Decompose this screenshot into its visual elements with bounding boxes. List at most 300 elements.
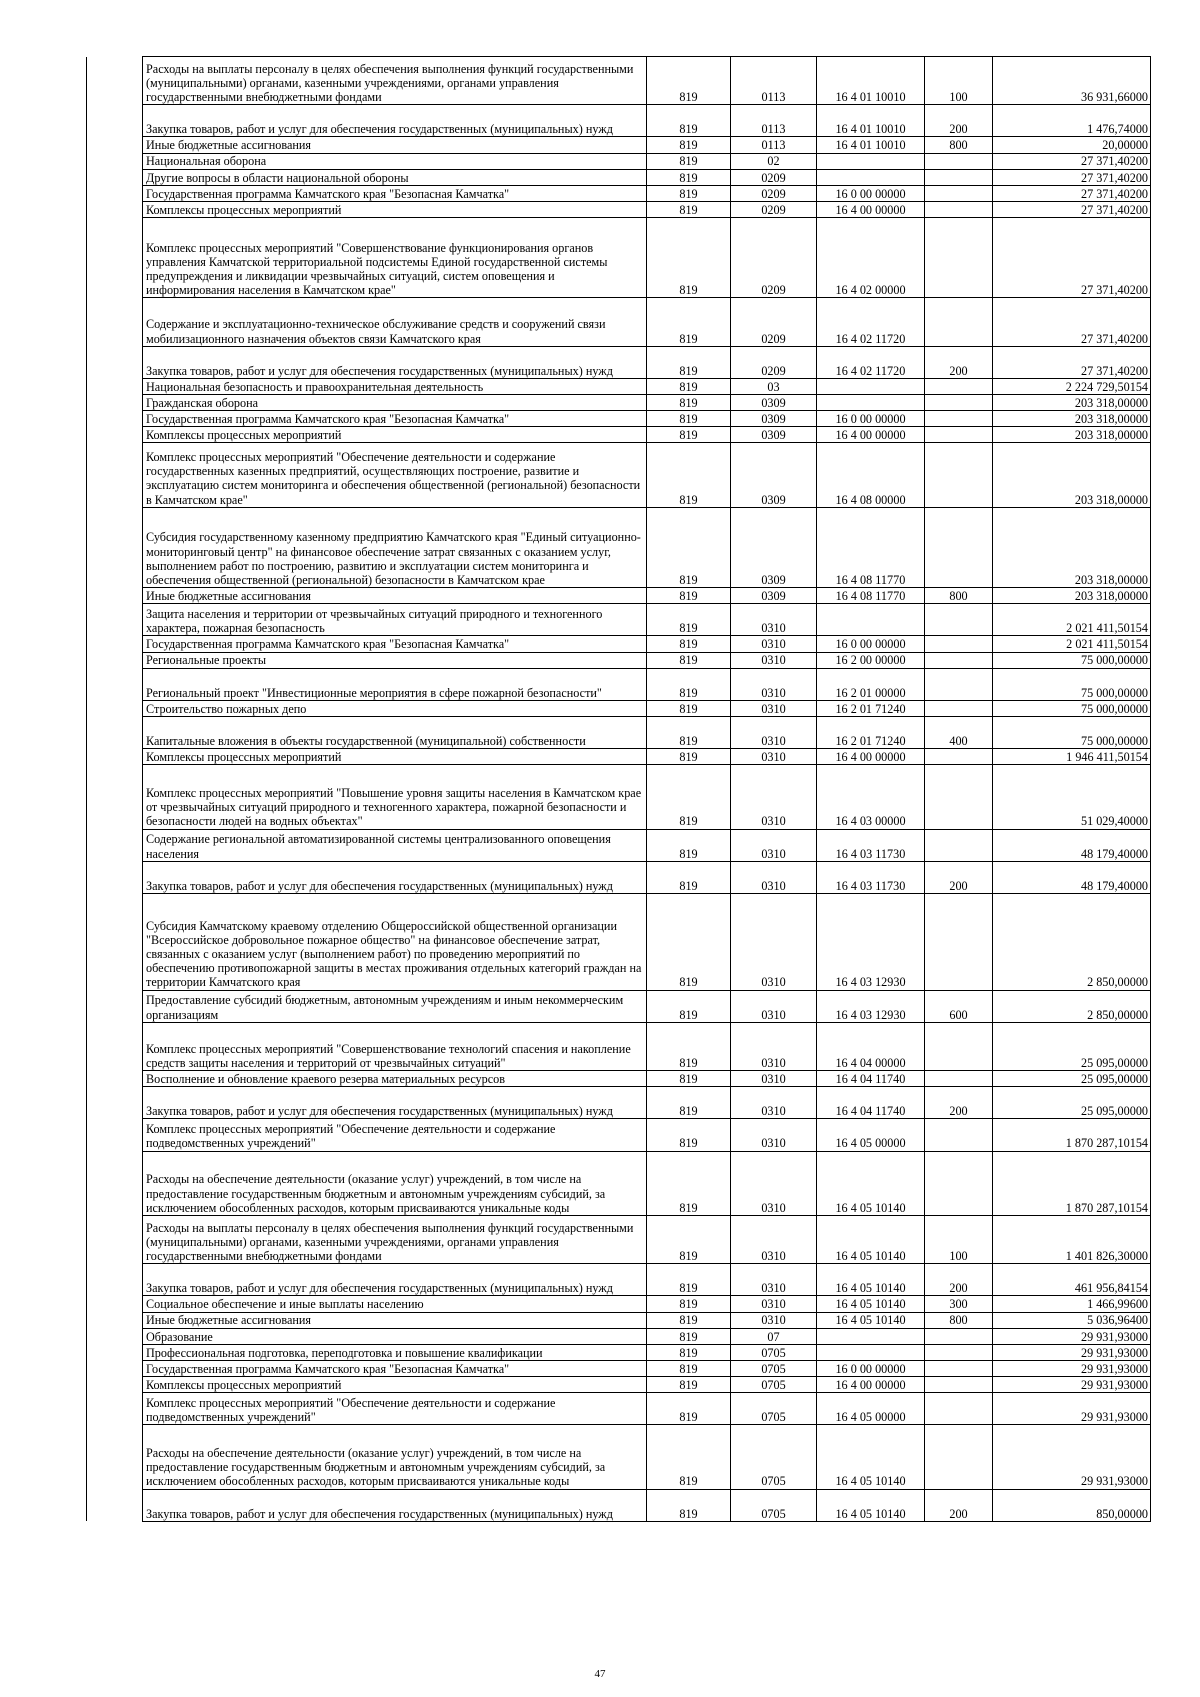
expense-name-cell: Комплекс процессных мероприятий "Совершенствование функционирования органов управления Камчатской территориальной подсистемы Единой государственной системы предупреждения и ликвидации чрезвычайных ситуаций, систем оповещения и информирования населения в Камчатском крае" (143, 217, 647, 298)
amount-cell: 2 021 411,50154 (993, 636, 1151, 652)
section-code-cell: 0309 (731, 588, 817, 604)
amount-cell: 5 036,96400 (993, 1312, 1151, 1328)
target-article-cell (817, 153, 925, 169)
expense-name-cell: Предоставление субсидий бюджетным, автономным учреждениям и иным некоммерческим организациям (143, 990, 647, 1022)
target-article-cell: 16 4 02 11720 (817, 346, 925, 378)
expense-name-cell: Расходы на обеспечение деятельности (оказание услуг) учреждений, в том числе на предоставление государственным бюджетным и автономным учреждениям субсидий, за исключением обособленных расходов, которым присваиваются уникальные коды (143, 1151, 647, 1215)
section-code-cell: 0309 (731, 427, 817, 443)
table-row (87, 636, 1151, 652)
section-code-cell: 0209 (731, 217, 817, 298)
target-article-cell: 16 4 02 11720 (817, 298, 925, 346)
amount-cell: 75 000,00000 (993, 652, 1151, 668)
table-row (87, 298, 1151, 346)
expense-type-cell: 200 (925, 1264, 993, 1296)
row-blank-cell (87, 57, 143, 105)
target-article-cell: 16 4 00 00000 (817, 749, 925, 765)
section-code-cell: 0310 (731, 829, 817, 861)
section-code-cell: 0310 (731, 716, 817, 748)
target-article-cell: 16 4 01 10010 (817, 57, 925, 105)
section-code-cell: 0113 (731, 105, 817, 137)
target-article-cell: 16 4 05 00000 (817, 1392, 925, 1424)
row-blank-cell (87, 604, 143, 636)
amount-cell: 1 466,99600 (993, 1296, 1151, 1312)
expense-name-cell: Комплекс процессных мероприятий "Совершенствование технологий спасения и накопление средств защиты населения и территорий от чрезвычайных ситуаций" (143, 1022, 647, 1070)
expense-type-cell: 600 (925, 990, 993, 1022)
ministry-code-cell: 819 (647, 217, 731, 298)
ministry-code-cell: 819 (647, 749, 731, 765)
expense-type-cell: 200 (925, 1489, 993, 1521)
row-blank-cell (87, 1151, 143, 1215)
expense-name-cell: Закупка товаров, работ и услуг для обеспечения государственных (муниципальных) нужд (143, 1489, 647, 1521)
section-code-cell: 0309 (731, 443, 817, 507)
table-row (87, 1344, 1151, 1360)
expense-name-cell: Содержание и эксплуатационно-техническое обслуживание средств и сооружений связи мобилизационного назначения объектов связи Камчатского края (143, 298, 647, 346)
table-row (87, 716, 1151, 748)
section-code-cell: 0310 (731, 700, 817, 716)
target-article-cell (817, 169, 925, 185)
row-blank-cell (87, 1328, 143, 1344)
expense-type-cell (925, 1392, 993, 1424)
target-article-cell: 16 4 03 11730 (817, 861, 925, 893)
table-row (87, 861, 1151, 893)
row-blank-cell (87, 1392, 143, 1424)
row-blank-cell (87, 346, 143, 378)
target-article-cell: 16 4 01 10010 (817, 137, 925, 153)
target-article-cell (817, 395, 925, 411)
section-code-cell: 0310 (731, 749, 817, 765)
expense-type-cell: 800 (925, 1312, 993, 1328)
ministry-code-cell: 819 (647, 427, 731, 443)
ministry-code-cell: 819 (647, 829, 731, 861)
target-article-cell: 16 0 00 00000 (817, 1360, 925, 1376)
expense-name-cell: Национальная оборона (143, 153, 647, 169)
expense-type-cell: 200 (925, 346, 993, 378)
ministry-code-cell: 819 (647, 861, 731, 893)
target-article-cell: 16 4 05 10140 (817, 1489, 925, 1521)
section-code-cell: 0310 (731, 1119, 817, 1151)
table-row (87, 1360, 1151, 1376)
section-code-cell: 0310 (731, 652, 817, 668)
amount-cell: 27 371,40200 (993, 217, 1151, 298)
expense-name-cell: Государственная программа Камчатского края "Безопасная Камчатка" (143, 1360, 647, 1376)
expense-name-cell: Расходы на выплаты персоналу в целях обеспечения выполнения функций государственными (муниципальными) органами, казенными учреждениями, органами управления государственными внебюджетными фондами (143, 1215, 647, 1263)
table-row (87, 411, 1151, 427)
ministry-code-cell: 819 (647, 1119, 731, 1151)
target-article-cell: 16 4 08 00000 (817, 443, 925, 507)
row-blank-cell (87, 652, 143, 668)
expense-type-cell (925, 395, 993, 411)
amount-cell: 36 931,66000 (993, 57, 1151, 105)
table-row (87, 990, 1151, 1022)
expense-type-cell (925, 604, 993, 636)
target-article-cell: 16 4 03 12930 (817, 990, 925, 1022)
table-row (87, 1022, 1151, 1070)
amount-cell: 75 000,00000 (993, 700, 1151, 716)
amount-cell: 1 946 411,50154 (993, 749, 1151, 765)
ministry-code-cell: 819 (647, 1296, 731, 1312)
target-article-cell: 16 4 00 00000 (817, 1376, 925, 1392)
target-article-cell: 16 4 03 11730 (817, 829, 925, 861)
ministry-code-cell: 819 (647, 990, 731, 1022)
ministry-code-cell: 819 (647, 1264, 731, 1296)
expense-name-cell: Профессиональная подготовка, переподготовка и повышение квалификации (143, 1344, 647, 1360)
expense-type-cell (925, 765, 993, 829)
amount-cell: 27 371,40200 (993, 298, 1151, 346)
amount-cell: 48 179,40000 (993, 829, 1151, 861)
expense-type-cell (925, 298, 993, 346)
section-code-cell: 0310 (731, 1312, 817, 1328)
expense-name-cell: Социальное обеспечение и иные выплаты населению (143, 1296, 647, 1312)
ministry-code-cell: 819 (647, 1151, 731, 1215)
table-row (87, 346, 1151, 378)
row-blank-cell (87, 217, 143, 298)
page-number: 47 (594, 1668, 606, 1680)
section-code-cell: 0209 (731, 201, 817, 217)
expense-type-cell (925, 1022, 993, 1070)
section-code-cell: 0310 (731, 990, 817, 1022)
section-code-cell: 02 (731, 153, 817, 169)
expense-name-cell: Иные бюджетные ассигнования (143, 588, 647, 604)
target-article-cell: 16 4 05 10140 (817, 1425, 925, 1489)
row-blank-cell (87, 765, 143, 829)
expense-name-cell: Субсидия Камчатскому краевому отделению Общероссийской общественной организации "Всероссийское добровольное пожарное общество" на финансовое обеспечение затрат, связанных с оказанием услуг (выполнением работ) по проведению мероприятий по обеспечению противопожарной защиты в местах проживания отдельных категорий граждан на территории Камчатского края (143, 894, 647, 991)
section-code-cell: 07 (731, 1328, 817, 1344)
section-code-cell: 0310 (731, 861, 817, 893)
table-row (87, 443, 1151, 507)
section-code-cell: 0310 (731, 1215, 817, 1263)
expense-type-cell (925, 1151, 993, 1215)
ministry-code-cell: 819 (647, 153, 731, 169)
expense-type-cell (925, 829, 993, 861)
table-row (87, 1328, 1151, 1344)
target-article-cell: 16 0 00 00000 (817, 185, 925, 201)
target-article-cell: 16 4 04 11740 (817, 1087, 925, 1119)
row-blank-cell (87, 507, 143, 588)
expense-name-cell: Содержание региональной автоматизированной системы централизованного оповещения населения (143, 829, 647, 861)
row-blank-cell (87, 700, 143, 716)
row-blank-cell (87, 427, 143, 443)
expense-type-cell (925, 894, 993, 991)
ministry-code-cell: 819 (647, 765, 731, 829)
section-code-cell: 0310 (731, 604, 817, 636)
expense-name-cell: Другие вопросы в области национальной обороны (143, 169, 647, 185)
row-blank-cell (87, 378, 143, 394)
row-blank-cell (87, 1489, 143, 1521)
target-article-cell (817, 1344, 925, 1360)
row-blank-cell (87, 1264, 143, 1296)
section-code-cell: 0310 (731, 1264, 817, 1296)
table-row (87, 201, 1151, 217)
target-article-cell: 16 4 05 00000 (817, 1119, 925, 1151)
amount-cell: 48 179,40000 (993, 861, 1151, 893)
expense-type-cell (925, 378, 993, 394)
ministry-code-cell: 819 (647, 1071, 731, 1087)
row-blank-cell (87, 443, 143, 507)
expense-name-cell: Восполнение и обновление краевого резерва материальных ресурсов (143, 1071, 647, 1087)
amount-cell: 203 318,00000 (993, 507, 1151, 588)
expense-name-cell: Иные бюджетные ассигнования (143, 1312, 647, 1328)
target-article-cell: 16 4 03 00000 (817, 765, 925, 829)
expense-type-cell (925, 1071, 993, 1087)
table-row (87, 652, 1151, 668)
expense-type-cell (925, 1376, 993, 1392)
table-row (87, 829, 1151, 861)
target-article-cell (817, 1328, 925, 1344)
table-row (87, 1425, 1151, 1489)
expense-type-cell (925, 169, 993, 185)
table-row (87, 1489, 1151, 1521)
amount-cell: 27 371,40200 (993, 185, 1151, 201)
table-row (87, 378, 1151, 394)
expense-name-cell: Капитальные вложения в объекты государственной (муниципальной) собственности (143, 716, 647, 748)
row-blank-cell (87, 716, 143, 748)
table-row (87, 700, 1151, 716)
expense-name-cell: Государственная программа Камчатского края "Безопасная Камчатка" (143, 185, 647, 201)
table-row (87, 1071, 1151, 1087)
table-row (87, 57, 1151, 105)
expense-type-cell (925, 443, 993, 507)
amount-cell: 203 318,00000 (993, 395, 1151, 411)
target-article-cell: 16 4 00 00000 (817, 427, 925, 443)
ministry-code-cell: 819 (647, 185, 731, 201)
amount-cell: 2 021 411,50154 (993, 604, 1151, 636)
row-blank-cell (87, 1296, 143, 1312)
expense-type-cell (925, 1119, 993, 1151)
target-article-cell: 16 2 01 71240 (817, 716, 925, 748)
ministry-code-cell: 819 (647, 700, 731, 716)
ministry-code-cell: 819 (647, 1425, 731, 1489)
table-row (87, 749, 1151, 765)
amount-cell: 75 000,00000 (993, 668, 1151, 700)
amount-cell: 1 870 287,10154 (993, 1151, 1151, 1215)
ministry-code-cell: 819 (647, 1215, 731, 1263)
expense-type-cell: 300 (925, 1296, 993, 1312)
amount-cell: 29 931,93000 (993, 1425, 1151, 1489)
amount-cell: 27 371,40200 (993, 169, 1151, 185)
table-row (87, 105, 1151, 137)
table-row (87, 217, 1151, 298)
row-blank-cell (87, 169, 143, 185)
section-code-cell: 0209 (731, 169, 817, 185)
amount-cell: 29 931,93000 (993, 1376, 1151, 1392)
budget-table (86, 56, 1151, 1522)
amount-cell: 25 095,00000 (993, 1022, 1151, 1070)
table-row (87, 1151, 1151, 1215)
expense-type-cell: 200 (925, 861, 993, 893)
row-blank-cell (87, 1312, 143, 1328)
expense-name-cell: Комплекс процессных мероприятий "Повышение уровня защиты населения в Камчатском крае от чрезвычайных ситуаций природного и техногенного характера, пожарной безопасности и безопасности людей на водных объектах" (143, 765, 647, 829)
expense-type-cell: 100 (925, 57, 993, 105)
table-row (87, 588, 1151, 604)
expense-name-cell: Комплексы процессных мероприятий (143, 201, 647, 217)
ministry-code-cell: 819 (647, 668, 731, 700)
row-blank-cell (87, 1376, 143, 1392)
expense-name-cell: Строительство пожарных депо (143, 700, 647, 716)
expense-type-cell (925, 1344, 993, 1360)
amount-cell: 1 401 826,30000 (993, 1215, 1151, 1263)
row-blank-cell (87, 1071, 143, 1087)
section-code-cell: 0310 (731, 636, 817, 652)
amount-cell: 203 318,00000 (993, 443, 1151, 507)
table-row (87, 137, 1151, 153)
expense-name-cell: Субсидия государственному казенному предприятию Камчатского края "Единый ситуационно-мониторинговый центр" на финансовое обеспечение затрат связанных с оказанием услуг, выполнением работ по построению, развитию и эксплуатации систем мониторинга и обеспечения общественной (региональной) безопасности в Камчатском крае (143, 507, 647, 588)
amount-cell: 29 931,93000 (993, 1392, 1151, 1424)
target-article-cell: 16 2 01 71240 (817, 700, 925, 716)
row-blank-cell (87, 1119, 143, 1151)
target-article-cell (817, 378, 925, 394)
ministry-code-cell: 819 (647, 411, 731, 427)
target-article-cell: 16 4 02 00000 (817, 217, 925, 298)
table-row (87, 169, 1151, 185)
amount-cell: 850,00000 (993, 1489, 1151, 1521)
section-code-cell: 0209 (731, 298, 817, 346)
ministry-code-cell: 819 (647, 652, 731, 668)
section-code-cell: 0113 (731, 57, 817, 105)
amount-cell: 2 224 729,50154 (993, 378, 1151, 394)
amount-cell: 2 850,00000 (993, 894, 1151, 991)
amount-cell: 25 095,00000 (993, 1087, 1151, 1119)
expense-name-cell: Региональный проект "Инвестиционные мероприятия в сфере пожарной безопасности" (143, 668, 647, 700)
amount-cell: 203 318,00000 (993, 411, 1151, 427)
table-row (87, 765, 1151, 829)
table-row (87, 507, 1151, 588)
ministry-code-cell: 819 (647, 137, 731, 153)
ministry-code-cell: 819 (647, 588, 731, 604)
row-blank-cell (87, 185, 143, 201)
ministry-code-cell: 819 (647, 1328, 731, 1344)
expense-name-cell: Государственная программа Камчатского края "Безопасная Камчатка" (143, 411, 647, 427)
target-article-cell: 16 4 04 11740 (817, 1071, 925, 1087)
section-code-cell: 0310 (731, 765, 817, 829)
ministry-code-cell: 819 (647, 716, 731, 748)
table-row (87, 1215, 1151, 1263)
expense-name-cell: Закупка товаров, работ и услуг для обеспечения государственных (муниципальных) нужд (143, 1087, 647, 1119)
section-code-cell: 0705 (731, 1425, 817, 1489)
expense-type-cell: 800 (925, 137, 993, 153)
section-code-cell: 0705 (731, 1360, 817, 1376)
ministry-code-cell: 819 (647, 1087, 731, 1119)
ministry-code-cell: 819 (647, 395, 731, 411)
expense-name-cell: Образование (143, 1328, 647, 1344)
expense-type-cell (925, 201, 993, 217)
row-blank-cell (87, 1087, 143, 1119)
expense-name-cell: Региональные проекты (143, 652, 647, 668)
section-code-cell: 0309 (731, 507, 817, 588)
section-code-cell: 0310 (731, 1087, 817, 1119)
target-article-cell: 16 4 05 10140 (817, 1151, 925, 1215)
expense-type-cell: 200 (925, 105, 993, 137)
amount-cell: 20,00000 (993, 137, 1151, 153)
ministry-code-cell: 819 (647, 105, 731, 137)
target-article-cell: 16 4 05 10140 (817, 1264, 925, 1296)
target-article-cell: 16 4 03 12930 (817, 894, 925, 991)
target-article-cell: 16 4 05 10140 (817, 1296, 925, 1312)
section-code-cell: 0310 (731, 1022, 817, 1070)
table-row (87, 427, 1151, 443)
section-code-cell: 0705 (731, 1344, 817, 1360)
amount-cell: 25 095,00000 (993, 1071, 1151, 1087)
expense-name-cell: Национальная безопасность и правоохранительная деятельность (143, 378, 647, 394)
target-article-cell: 16 0 00 00000 (817, 636, 925, 652)
table-row (87, 894, 1151, 991)
target-article-cell (817, 604, 925, 636)
section-code-cell: 0113 (731, 137, 817, 153)
table-row (87, 1376, 1151, 1392)
ministry-code-cell: 819 (647, 443, 731, 507)
amount-cell: 2 850,00000 (993, 990, 1151, 1022)
section-code-cell: 0310 (731, 668, 817, 700)
row-blank-cell (87, 749, 143, 765)
row-blank-cell (87, 990, 143, 1022)
ministry-code-cell: 819 (647, 1489, 731, 1521)
ministry-code-cell: 819 (647, 1312, 731, 1328)
row-blank-cell (87, 1215, 143, 1263)
ministry-code-cell: 819 (647, 378, 731, 394)
expense-type-cell (925, 427, 993, 443)
row-blank-cell (87, 668, 143, 700)
table-row (87, 668, 1151, 700)
section-code-cell: 0310 (731, 1071, 817, 1087)
expense-name-cell: Расходы на обеспечение деятельности (оказание услуг) учреждений, в том числе на предоставление государственным бюджетным и автономным учреждениям субсидий, за исключением обособленных расходов, которым присваиваются уникальные коды (143, 1425, 647, 1489)
row-blank-cell (87, 588, 143, 604)
amount-cell: 203 318,00000 (993, 588, 1151, 604)
row-blank-cell (87, 1344, 143, 1360)
expense-name-cell: Иные бюджетные ассигнования (143, 137, 647, 153)
ministry-code-cell: 819 (647, 346, 731, 378)
expense-type-cell (925, 411, 993, 427)
amount-cell: 203 318,00000 (993, 427, 1151, 443)
ministry-code-cell: 819 (647, 507, 731, 588)
amount-cell: 1 476,74000 (993, 105, 1151, 137)
table-row (87, 1087, 1151, 1119)
row-blank-cell (87, 1022, 143, 1070)
row-blank-cell (87, 1425, 143, 1489)
expense-type-cell (925, 700, 993, 716)
amount-cell: 27 371,40200 (993, 201, 1151, 217)
expense-type-cell: 200 (925, 1087, 993, 1119)
expense-name-cell: Комплекс процессных мероприятий "Обеспечение деятельности и содержание государственных казенных предприятий, осуществляющих построение, развитие и эксплуатацию систем мониторинга и обеспечения общественной (региональной) безопасности в Камчатском крае" (143, 443, 647, 507)
target-article-cell: 16 4 04 00000 (817, 1022, 925, 1070)
section-code-cell: 0209 (731, 185, 817, 201)
section-code-cell: 0309 (731, 395, 817, 411)
amount-cell: 1 870 287,10154 (993, 1119, 1151, 1151)
target-article-cell: 16 4 08 11770 (817, 507, 925, 588)
expense-name-cell: Защита населения и территории от чрезвычайных ситуаций природного и техногенного характера, пожарная безопасность (143, 604, 647, 636)
expense-type-cell (925, 636, 993, 652)
row-blank-cell (87, 1360, 143, 1376)
ministry-code-cell: 819 (647, 57, 731, 105)
expense-type-cell (925, 153, 993, 169)
section-code-cell: 0310 (731, 1296, 817, 1312)
row-blank-cell (87, 298, 143, 346)
expense-type-cell (925, 1328, 993, 1344)
expense-name-cell: Комплексы процессных мероприятий (143, 1376, 647, 1392)
table-row (87, 1392, 1151, 1424)
target-article-cell: 16 4 05 10140 (817, 1215, 925, 1263)
table-row (87, 153, 1151, 169)
expense-type-cell (925, 652, 993, 668)
amount-cell: 29 931,93000 (993, 1344, 1151, 1360)
amount-cell: 27 371,40200 (993, 346, 1151, 378)
expense-name-cell: Комплекс процессных мероприятий "Обеспечение деятельности и содержание подведомственных учреждений" (143, 1119, 647, 1151)
section-code-cell: 0209 (731, 346, 817, 378)
target-article-cell: 16 2 01 00000 (817, 668, 925, 700)
amount-cell: 29 931,93000 (993, 1360, 1151, 1376)
target-article-cell: 16 0 00 00000 (817, 411, 925, 427)
amount-cell: 461 956,84154 (993, 1264, 1151, 1296)
ministry-code-cell: 819 (647, 1344, 731, 1360)
table-row (87, 1312, 1151, 1328)
